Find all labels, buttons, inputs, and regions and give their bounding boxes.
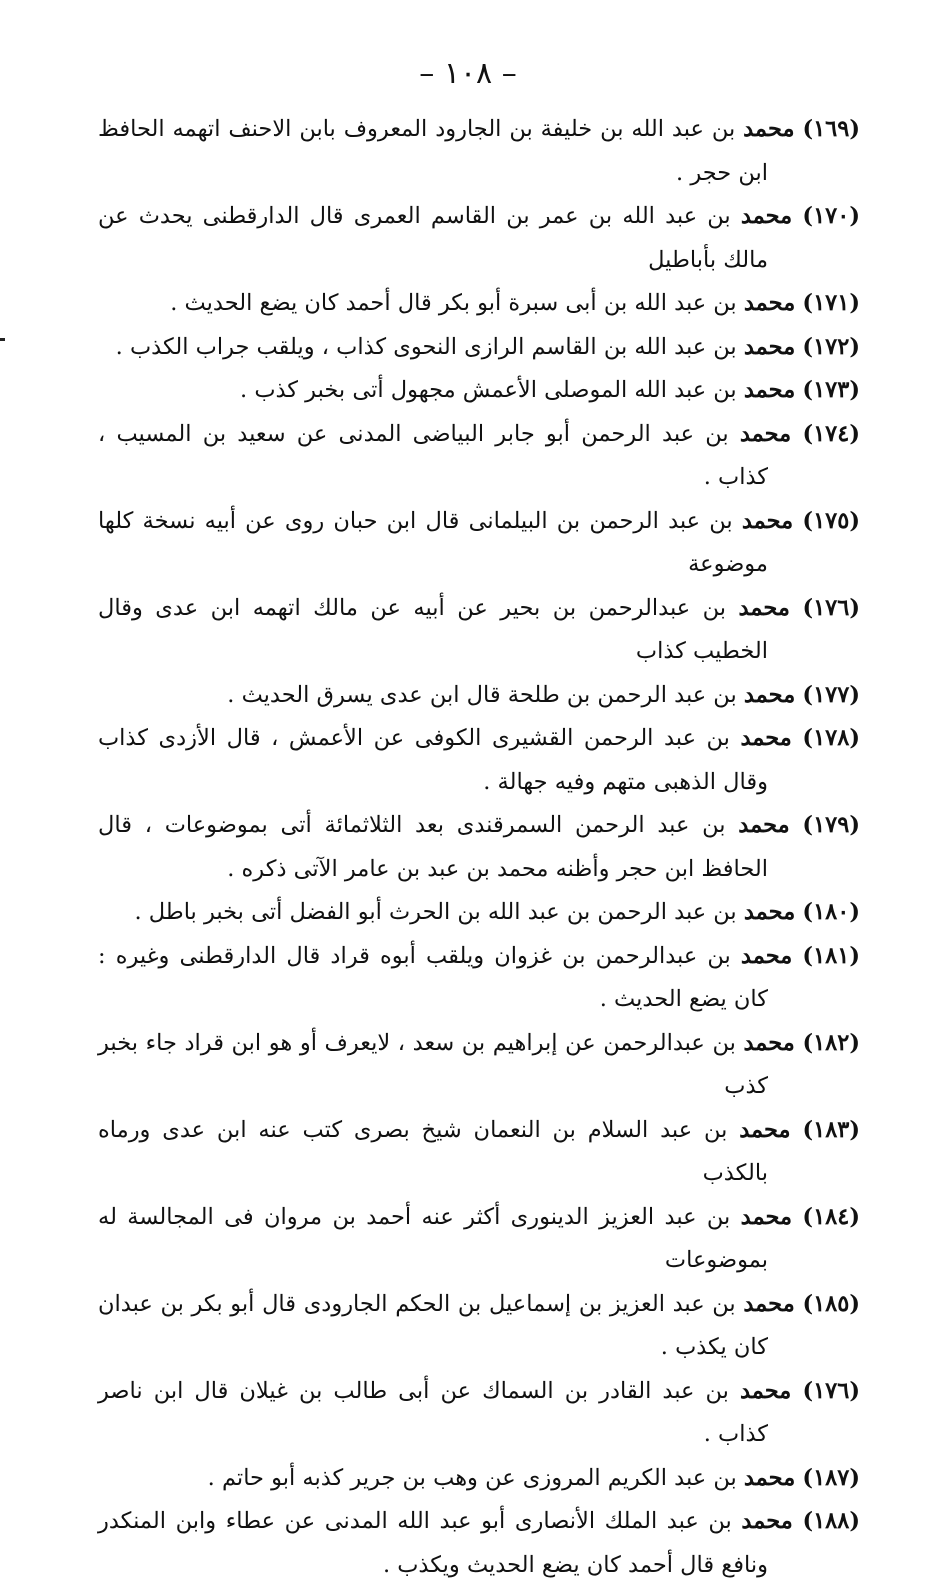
entry-name: محمد bbox=[743, 290, 796, 316]
narrator-entry bbox=[98, 108, 860, 195]
narrator-entry bbox=[98, 413, 860, 500]
entry-name: محمد bbox=[741, 507, 794, 534]
narrator-entry bbox=[98, 935, 860, 1022]
entry-name: محمد bbox=[743, 116, 795, 142]
entry-text: بن عبد السلام بن النعمان شيخ بصرى كتب عنه ابن عدى ورماه بالكذب bbox=[98, 1116, 768, 1186]
entry-text: بن عبد الرحمن بن البيلمانى قال ابن حبان روى عن أبيه نسخة كلها موضوعة bbox=[98, 507, 768, 577]
narrator-entry bbox=[98, 1457, 860, 1501]
narrator-entry bbox=[98, 1109, 860, 1196]
entry-number: (١٨٥) bbox=[802, 1290, 861, 1317]
narrator-entries-list bbox=[98, 108, 860, 1587]
entry-number: (١٨٢) bbox=[802, 1029, 861, 1056]
entry-number: (١٧٨) bbox=[802, 725, 860, 751]
narrator-entry bbox=[98, 500, 860, 587]
entry-text: بن عبد الكريم المروزى عن وهب بن جرير كذبه أبو حاتم . bbox=[207, 1464, 737, 1491]
entry-name: محمد bbox=[738, 594, 790, 621]
entry-name: محمد bbox=[738, 812, 790, 838]
narrator-entry bbox=[98, 1370, 860, 1457]
entry-number: (١٧٣) bbox=[802, 377, 860, 403]
entry-number: (١٧١) bbox=[802, 290, 860, 316]
entry-text: بن عبد الرحمن أبو جابر البياضى المدنى عن سعيد بن المسيب ، كذاب . bbox=[98, 420, 768, 490]
entry-number: (١٨١) bbox=[802, 942, 860, 969]
entry-text: بن عبد الرحمن السمرقندى بعد الثلاثمائة أتى بموضوعات ، قال الحافظ ابن حجر وأظنه محمد بن عبد بن عامر الآتى ذكره . bbox=[98, 812, 768, 882]
entry-number: (١٧٤) bbox=[802, 420, 861, 447]
narrator-entry bbox=[98, 195, 860, 282]
narrator-entry bbox=[98, 282, 860, 326]
entry-name: محمد bbox=[743, 899, 796, 925]
entry-text: بن عبد الرحمن بن طلحة قال ابن عدى يسرق الحديث . bbox=[227, 681, 737, 708]
narrator-entry bbox=[98, 587, 860, 674]
entry-text: بن عبد الله بن أبى سبرة أبو بكر قال أحمد كان يضع الحديث . bbox=[170, 290, 737, 316]
entry-text: بن عبد الله بن عمر بن القاسم العمرى قال الدارقطنى يحدث عن مالك بأباطيل bbox=[98, 203, 768, 273]
narrator-entry bbox=[98, 1500, 860, 1587]
entry-number: (١٨٤) bbox=[802, 1203, 860, 1230]
narrator-entry bbox=[98, 1283, 860, 1370]
entry-text: بن عبد العزيز الدينورى أكثر عنه أحمد بن مروان فى المجالسة له بموضوعات bbox=[98, 1203, 768, 1273]
narrator-entry bbox=[98, 804, 860, 891]
entry-name: محمد bbox=[740, 1203, 793, 1230]
entry-text: بن عبد الرحمن بن عبد الله بن الحرث أبو الفضل أتى بخبر باطل . bbox=[134, 899, 737, 925]
entry-text: بن عبدالرحمن عن إبراهيم بن سعد ، لايعرف أو هو ابن قراد جاء بخبر كذب bbox=[98, 1029, 768, 1099]
narrator-entry bbox=[98, 717, 860, 804]
entry-number: (١٧٦) bbox=[802, 1377, 861, 1404]
entry-name: محمد bbox=[740, 725, 792, 751]
entry-number: (١٨٧) bbox=[802, 1464, 860, 1491]
narrator-entry bbox=[98, 1022, 860, 1109]
margin-mark bbox=[0, 338, 5, 341]
entry-text: بن عبدالرحمن بن غزوان ويلقب أبوه قراد قال الدارقطنى وغيره : كان يضع الحديث . bbox=[98, 942, 768, 1012]
narrator-entry bbox=[98, 1196, 860, 1283]
entry-number: (١٨٠) bbox=[802, 899, 860, 925]
entry-name: محمد bbox=[741, 1508, 793, 1534]
narrator-entry bbox=[98, 674, 860, 718]
narrator-entry bbox=[98, 369, 860, 413]
entry-text: بن عبدالرحمن بن بحير عن أبيه عن مالك اتهمه ابن عدى وقال الخطيب كذاب bbox=[98, 594, 768, 664]
entry-name: محمد bbox=[743, 1464, 796, 1491]
entry-name: محمد bbox=[743, 333, 796, 360]
page-number: – ١٠٨ – bbox=[419, 56, 517, 91]
entry-text: بن عبد الملك الأنصارى أبو عبد الله المدنى عن عطاء وابن المنكدر ونافع قال أحمد كان يضع الحديث ويكذب . bbox=[98, 1508, 768, 1578]
entry-number: (١٧٢) bbox=[802, 333, 860, 360]
entry-number: (١٧٦) bbox=[802, 594, 861, 621]
entry-name: محمد bbox=[743, 681, 796, 708]
entry-name: محمد bbox=[739, 1377, 792, 1404]
entry-name: محمد bbox=[743, 377, 796, 403]
entry-text: بن عبد العزيز بن إسماعيل بن الحكم الجارودى قال أبو بكر بن عبدان كان يكذب . bbox=[98, 1290, 768, 1360]
entry-name: محمد bbox=[740, 203, 793, 229]
entry-text: بن عبد الله الموصلى الأعمش مجهول أتى بخبر كذب . bbox=[240, 377, 737, 403]
entry-name: محمد bbox=[743, 1029, 795, 1056]
entry-name: محمد bbox=[739, 1116, 791, 1143]
entry-number: (١٧٥) bbox=[802, 507, 860, 534]
narrator-entry bbox=[98, 891, 860, 935]
entry-text: بن عبد الله بن خليفة بن الجارود المعروف بابن الاحنف اتهمه الحافظ ابن حجر . bbox=[98, 116, 768, 186]
entry-number: (١٨٨) bbox=[802, 1508, 861, 1534]
narrator-entry bbox=[98, 326, 860, 370]
entry-text: بن عبد القادر بن السماك عن أبى طالب بن غيلان قال ابن ناصر كذاب . bbox=[98, 1377, 768, 1447]
entry-number: (١٧٧) bbox=[802, 681, 860, 708]
entry-number: (١٧٠) bbox=[802, 203, 860, 229]
entry-text: بن عبد الله بن القاسم الرازى النحوى كذاب ، ويلقب جراب الكذب . bbox=[115, 333, 737, 360]
entry-number: (١٦٩) bbox=[802, 116, 861, 142]
entry-number: (١٨٣) bbox=[802, 1116, 861, 1143]
entry-text: بن عبد الرحمن القشيرى الكوفى عن الأعمش ، قال الأزدى كذاب وقال الذهبى متهم وفيه جهالة . bbox=[98, 725, 768, 795]
entry-name: محمد bbox=[739, 420, 792, 447]
entry-name: محمد bbox=[743, 1290, 795, 1317]
entry-name: محمد bbox=[740, 942, 793, 969]
entry-number: (١٧٩) bbox=[802, 812, 860, 838]
